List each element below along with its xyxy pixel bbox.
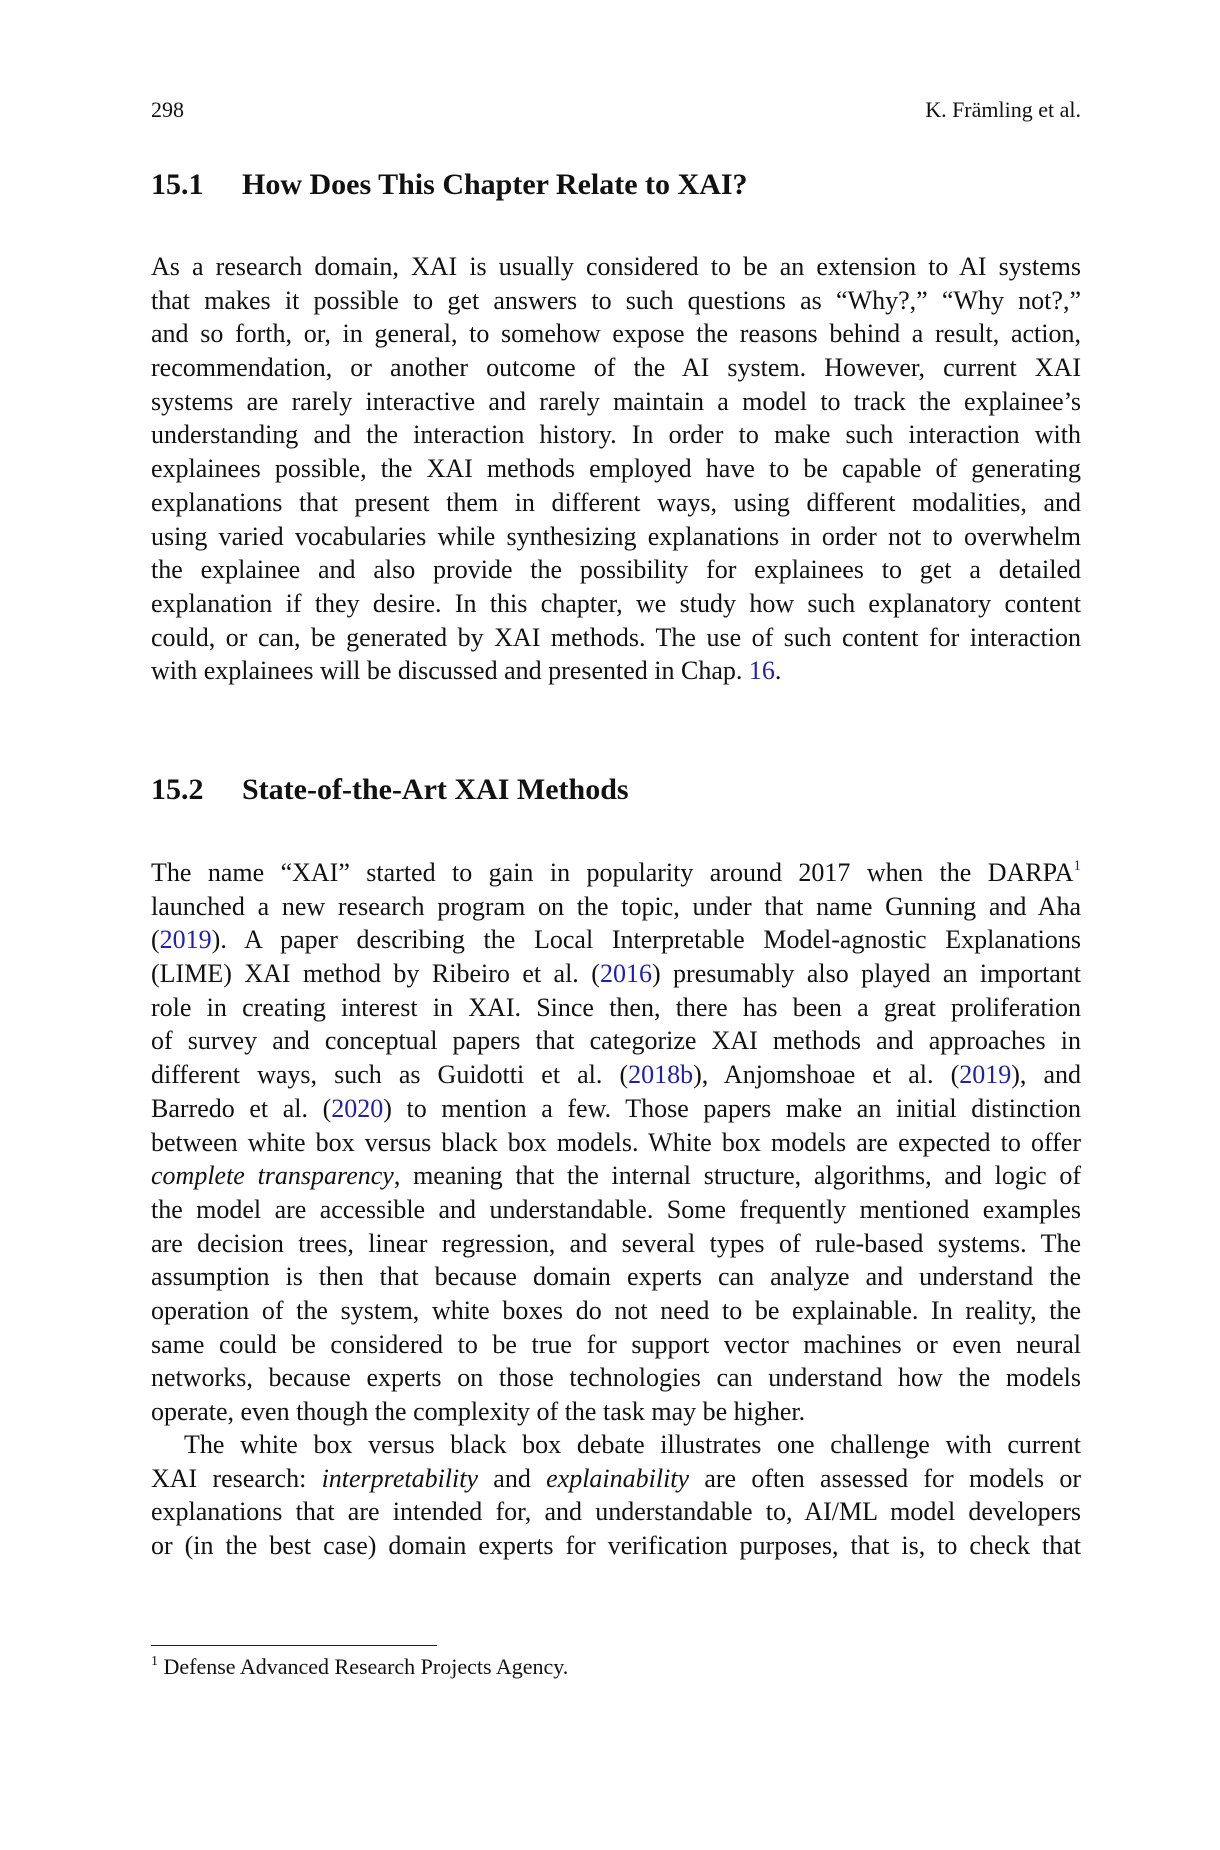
text-line: [151, 520, 1081, 554]
text-line: [151, 654, 1081, 688]
text-line: [151, 1159, 1081, 1193]
text-span: explanations that are intended for, and understandable to, AI/ML model developers: [151, 1497, 1081, 1527]
text-line: [151, 1495, 1081, 1529]
text-line: [151, 957, 1081, 991]
paragraph-3: [151, 1428, 1081, 1563]
paragraph-2: [151, 856, 1081, 1429]
text-line: [151, 856, 1081, 890]
text-span: ), Anjomshoae et al. (: [693, 1060, 960, 1090]
text-line: [151, 250, 1081, 284]
text-span: assumption is then that because domain experts can analyze and understand the: [151, 1262, 1081, 1292]
text-line: [151, 385, 1081, 419]
text-line: [151, 1529, 1081, 1563]
text-line: [151, 1126, 1081, 1160]
text-span: or (in the best case) domain experts for verification purposes, that is, to check that: [151, 1531, 1081, 1561]
text-span: recommendation, or another outcome of the AI system. However, current XAI: [151, 353, 1081, 383]
text-span: the explainee and also provide the possibility for explainees to get a detailed: [151, 555, 1081, 585]
text-span: could, or can, be generated by XAI methods. The use of such content for interaction: [151, 622, 1081, 652]
citation-link[interactable]: 16: [748, 656, 775, 686]
text-span: that makes it possible to get answers to such questions as “Why?,” “Why not?,”: [151, 285, 1081, 315]
text-span: explainability: [546, 1463, 690, 1493]
text-line: [151, 452, 1081, 486]
text-line: [151, 1260, 1081, 1294]
text-span: of survey and conceptual papers that categorize XAI methods and approaches in: [151, 1026, 1081, 1056]
section-number: 15.2: [151, 773, 204, 806]
footnote: [151, 1654, 1081, 1680]
text-span: XAI research:: [151, 1463, 322, 1493]
text-span: operate, even though the complexity of the task may be higher.: [151, 1397, 806, 1426]
page-number: 298: [151, 97, 184, 122]
section-heading-15-2: [151, 773, 1081, 807]
text-line: [151, 1328, 1081, 1362]
text-span: same could be considered to be true for support vector machines or even neural: [151, 1329, 1081, 1359]
text-span: operation of the system, white boxes do not need to be explainable. In reality, the: [151, 1295, 1081, 1325]
text-span: the model are accessible and understandable. Some frequently mentioned examples: [151, 1194, 1081, 1224]
citation-link[interactable]: 2020: [331, 1093, 384, 1123]
text-line: [151, 1024, 1081, 1058]
running-header: [151, 97, 1081, 123]
text-span: explanations that present them in different ways, using different modalities, and: [151, 487, 1081, 517]
citation-link[interactable]: 2018b: [628, 1060, 694, 1090]
footnote-mark: 1: [151, 1654, 158, 1669]
text-line: [151, 553, 1081, 587]
text-line: [151, 923, 1081, 957]
text-span: ) presumably also played an important: [651, 959, 1082, 989]
section-title: State-of-the-Art XAI Methods: [242, 773, 629, 806]
text-line: [151, 486, 1081, 520]
text-span: explanation if they desire. In this chapter, we study how such explanatory content: [151, 588, 1081, 618]
text-span: and: [478, 1463, 547, 1493]
text-span: using varied vocabularies while synthesizing explanations in order not to overwhelm: [151, 521, 1081, 551]
text-span: (: [151, 925, 160, 955]
text-span: As a research domain, XAI is usually considered to be an extension to AI systems: [151, 252, 1081, 281]
text-span: networks, because experts on those technologies can understand how the models: [151, 1363, 1081, 1393]
citation-link[interactable]: 2016: [599, 959, 652, 989]
section-title: How Does This Chapter Relate to XAI?: [242, 168, 748, 201]
citation-link[interactable]: 2019: [159, 925, 212, 955]
text-span: The white box versus black box debate illustrates one challenge with current: [184, 1430, 1081, 1459]
text-line: [151, 351, 1081, 385]
text-line: [151, 1361, 1081, 1395]
text-span: are often assessed for models or: [689, 1463, 1081, 1493]
text-line: [151, 284, 1081, 318]
text-line: [151, 1193, 1081, 1227]
text-line: [151, 317, 1081, 351]
text-span: understanding and the interaction history. In order to make such interaction with: [151, 420, 1081, 450]
running-authors: K. Främling et al.: [925, 97, 1081, 122]
text-span: are decision trees, linear regression, and several types of rule-based systems. The: [151, 1228, 1081, 1258]
text-line: [151, 1395, 1081, 1429]
text-line: [151, 587, 1081, 621]
text-span: and so forth, or, in general, to somehow expose the reasons behind a result, action,: [151, 319, 1081, 349]
text-line: [151, 890, 1081, 924]
text-line: [151, 621, 1081, 655]
text-line: [151, 1092, 1081, 1126]
text-span: between white box versus black box models. White box models are expected to offer: [151, 1127, 1081, 1157]
text-line: [151, 418, 1081, 452]
footnote-reference-link[interactable]: 1: [1073, 858, 1081, 874]
text-span: Barredo et al. (: [151, 1093, 332, 1123]
text-span: ). A paper describing the Local Interpretable Model-agnostic Explanations: [211, 925, 1081, 955]
text-span: role in creating interest in XAI. Since then, there has been a great proliferation: [151, 992, 1081, 1022]
text-span: complete transparency: [151, 1161, 394, 1191]
text-line: [151, 991, 1081, 1025]
text-span: ), and: [1011, 1060, 1082, 1090]
text-span: interpretability: [321, 1463, 479, 1493]
footnote-text: Defense Advanced Research Projects Agency.: [158, 1654, 569, 1679]
text-line: [151, 1462, 1081, 1496]
footnote-rule: [151, 1645, 437, 1646]
text-span: systems are rarely interactive and rarely maintain a model to track the explainee’s: [151, 386, 1081, 416]
text-span: , meaning that the internal structure, algorithms, and logic of: [393, 1161, 1082, 1191]
citation-link[interactable]: 2019: [959, 1060, 1012, 1090]
paragraph-1: [151, 250, 1081, 688]
text-span: explainees possible, the XAI methods employed have to be capable of generating: [151, 454, 1081, 484]
text-span: launched a new research program on the topic, under that name Gunning and Aha: [151, 891, 1081, 921]
text-line: [151, 1294, 1081, 1328]
section-number: 15.1: [151, 168, 204, 201]
text-span: different ways, such as Guidotti et al. (: [151, 1060, 629, 1090]
text-span: The name “XAI” started to gain in popularity around 2017 when the DARPA: [151, 858, 1074, 887]
text-span: with explainees will be discussed and presented in Chap.: [151, 656, 749, 686]
text-line: [151, 1227, 1081, 1261]
section-heading-15-1: [151, 168, 1081, 202]
text-line: [151, 1428, 1081, 1462]
text-span: ) to mention a few. Those papers make an initial distinction: [383, 1093, 1081, 1123]
text-span: .: [774, 656, 782, 686]
text-span: (LIME) XAI method by Ribeiro et al. (: [151, 959, 600, 989]
text-line: [151, 1058, 1081, 1092]
